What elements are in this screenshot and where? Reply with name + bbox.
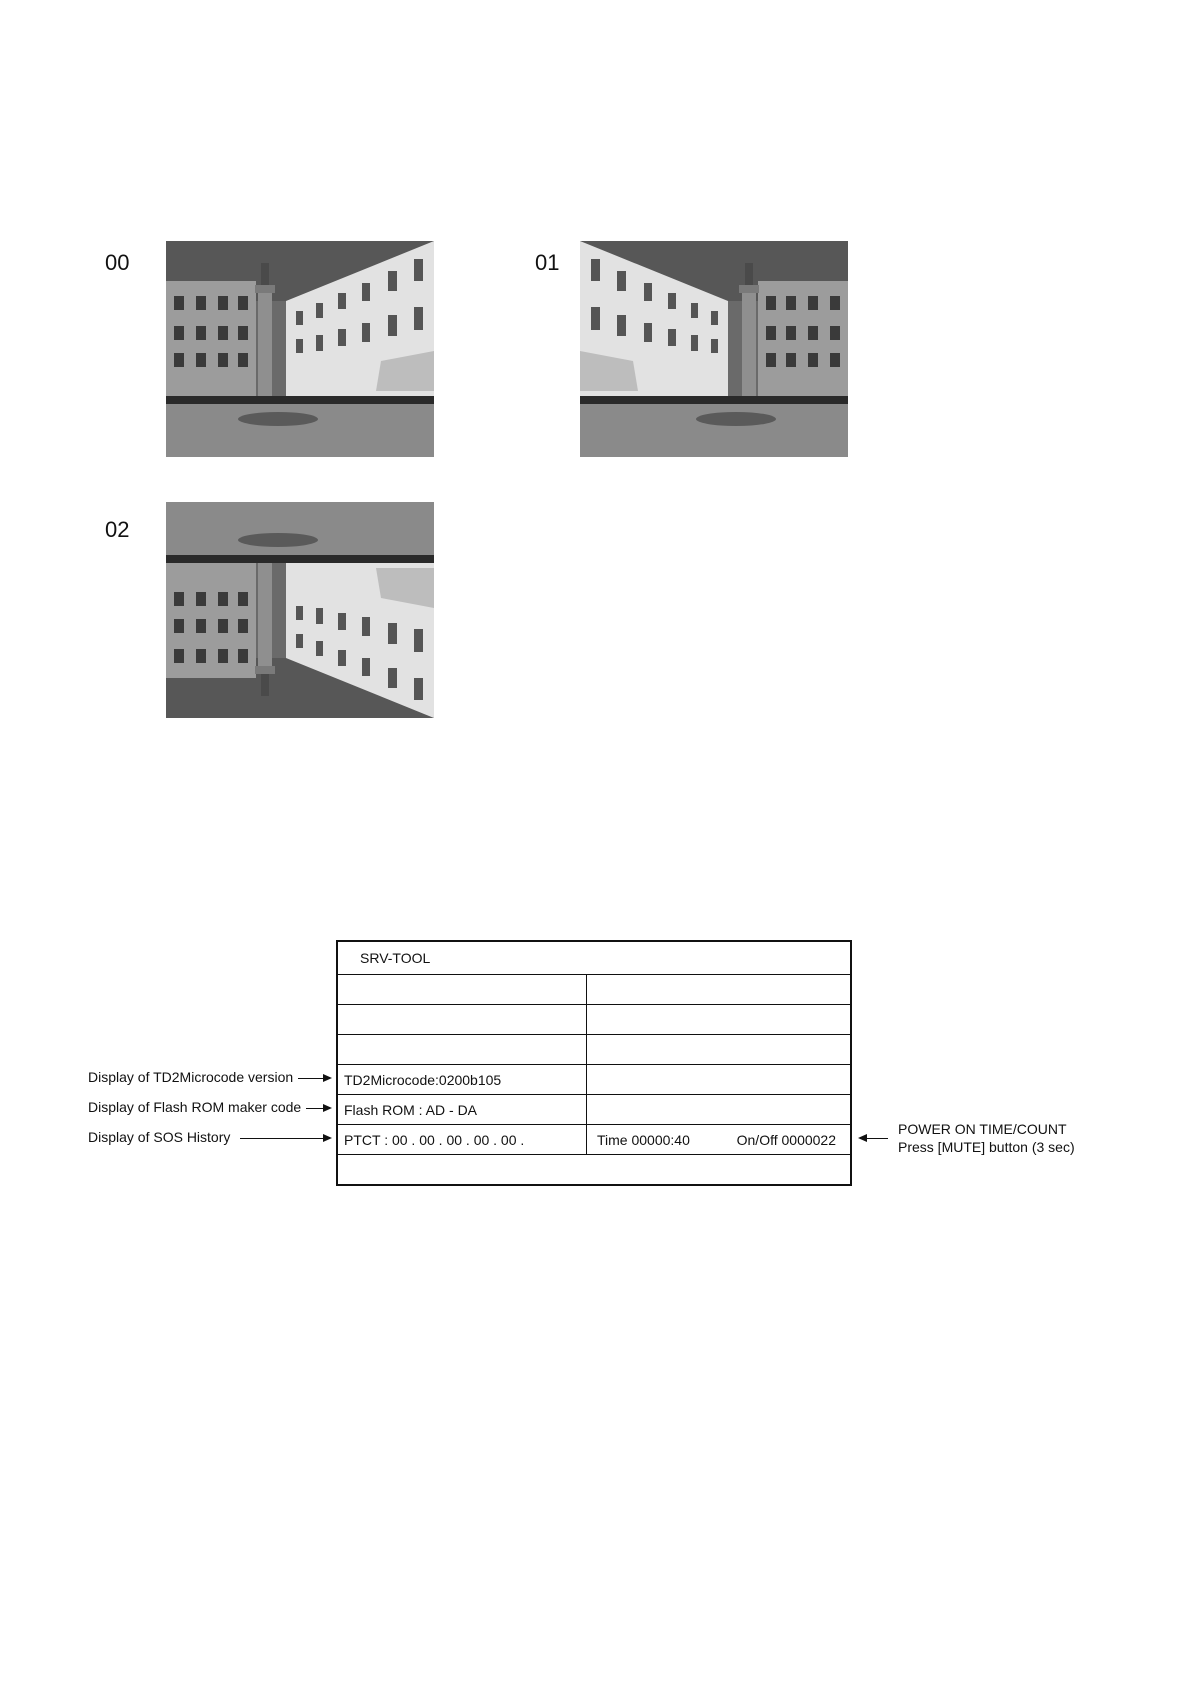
piazza-photo-mirrored — [580, 241, 848, 457]
image-label-00: 00 — [105, 250, 130, 275]
srv-tool-cell-empty — [587, 1005, 850, 1034]
sos-history-value: PTCT : 00 . 00 . 00 . 00 . 00 . — [338, 1125, 587, 1154]
srv-tool-cell-empty — [587, 975, 850, 1004]
srv-tool-row-sos — [338, 1124, 850, 1154]
srv-tool-screen — [336, 940, 852, 1186]
srv-tool-cell-empty — [587, 1095, 850, 1124]
srv-tool-row — [338, 1154, 850, 1184]
srv-tool-row — [338, 974, 850, 1004]
srv-tool-cell-empty — [338, 1155, 850, 1184]
power-on-cell — [587, 1125, 850, 1154]
srv-tool-cell-empty — [338, 975, 587, 1004]
srv-tool-cell-empty — [338, 1035, 587, 1064]
microcode-version-value: TD2Microcode:0200b105 — [338, 1065, 587, 1094]
piazza-photo-normal — [166, 241, 434, 457]
srv-tool-row — [338, 1034, 850, 1064]
piazza-photo-flipped — [166, 502, 434, 718]
piazza-photo-graphic — [580, 241, 848, 457]
srv-tool-row-flash-rom — [338, 1094, 850, 1124]
annotation-flash-rom: Display of Flash ROM maker code — [88, 1099, 302, 1115]
arrow-right-icon — [306, 1108, 330, 1109]
annotation-power-on-instruction: Press [MUTE] button (3 sec) — [898, 1139, 1075, 1155]
srv-tool-cell-empty — [587, 1065, 850, 1094]
annotation-microcode: Display of TD2Microcode version — [88, 1069, 294, 1085]
image-label-02: 02 — [105, 517, 130, 542]
power-on-time-value: Time 00000:40 — [597, 1131, 690, 1148]
srv-tool-row — [338, 1004, 850, 1034]
piazza-photo-graphic — [166, 241, 434, 457]
srv-tool-title: SRV-TOOL — [360, 950, 431, 966]
arrow-left-icon — [860, 1138, 888, 1139]
power-on-count-value: On/Off 0000022 — [736, 1131, 836, 1148]
srv-tool-row-microcode — [338, 1064, 850, 1094]
annotation-sos-history: Display of SOS History — [88, 1129, 231, 1145]
arrow-right-icon — [240, 1138, 330, 1139]
annotation-power-on-title: POWER ON TIME/COUNT — [898, 1121, 1067, 1137]
image-label-01: 01 — [535, 250, 560, 275]
srv-tool-cell-empty — [587, 1035, 850, 1064]
flash-rom-maker-value: Flash ROM : AD - DA — [338, 1095, 587, 1124]
arrow-right-icon — [298, 1078, 330, 1079]
srv-tool-title-row — [338, 942, 850, 974]
srv-tool-cell-empty — [338, 1005, 587, 1034]
piazza-photo-graphic — [166, 502, 434, 718]
